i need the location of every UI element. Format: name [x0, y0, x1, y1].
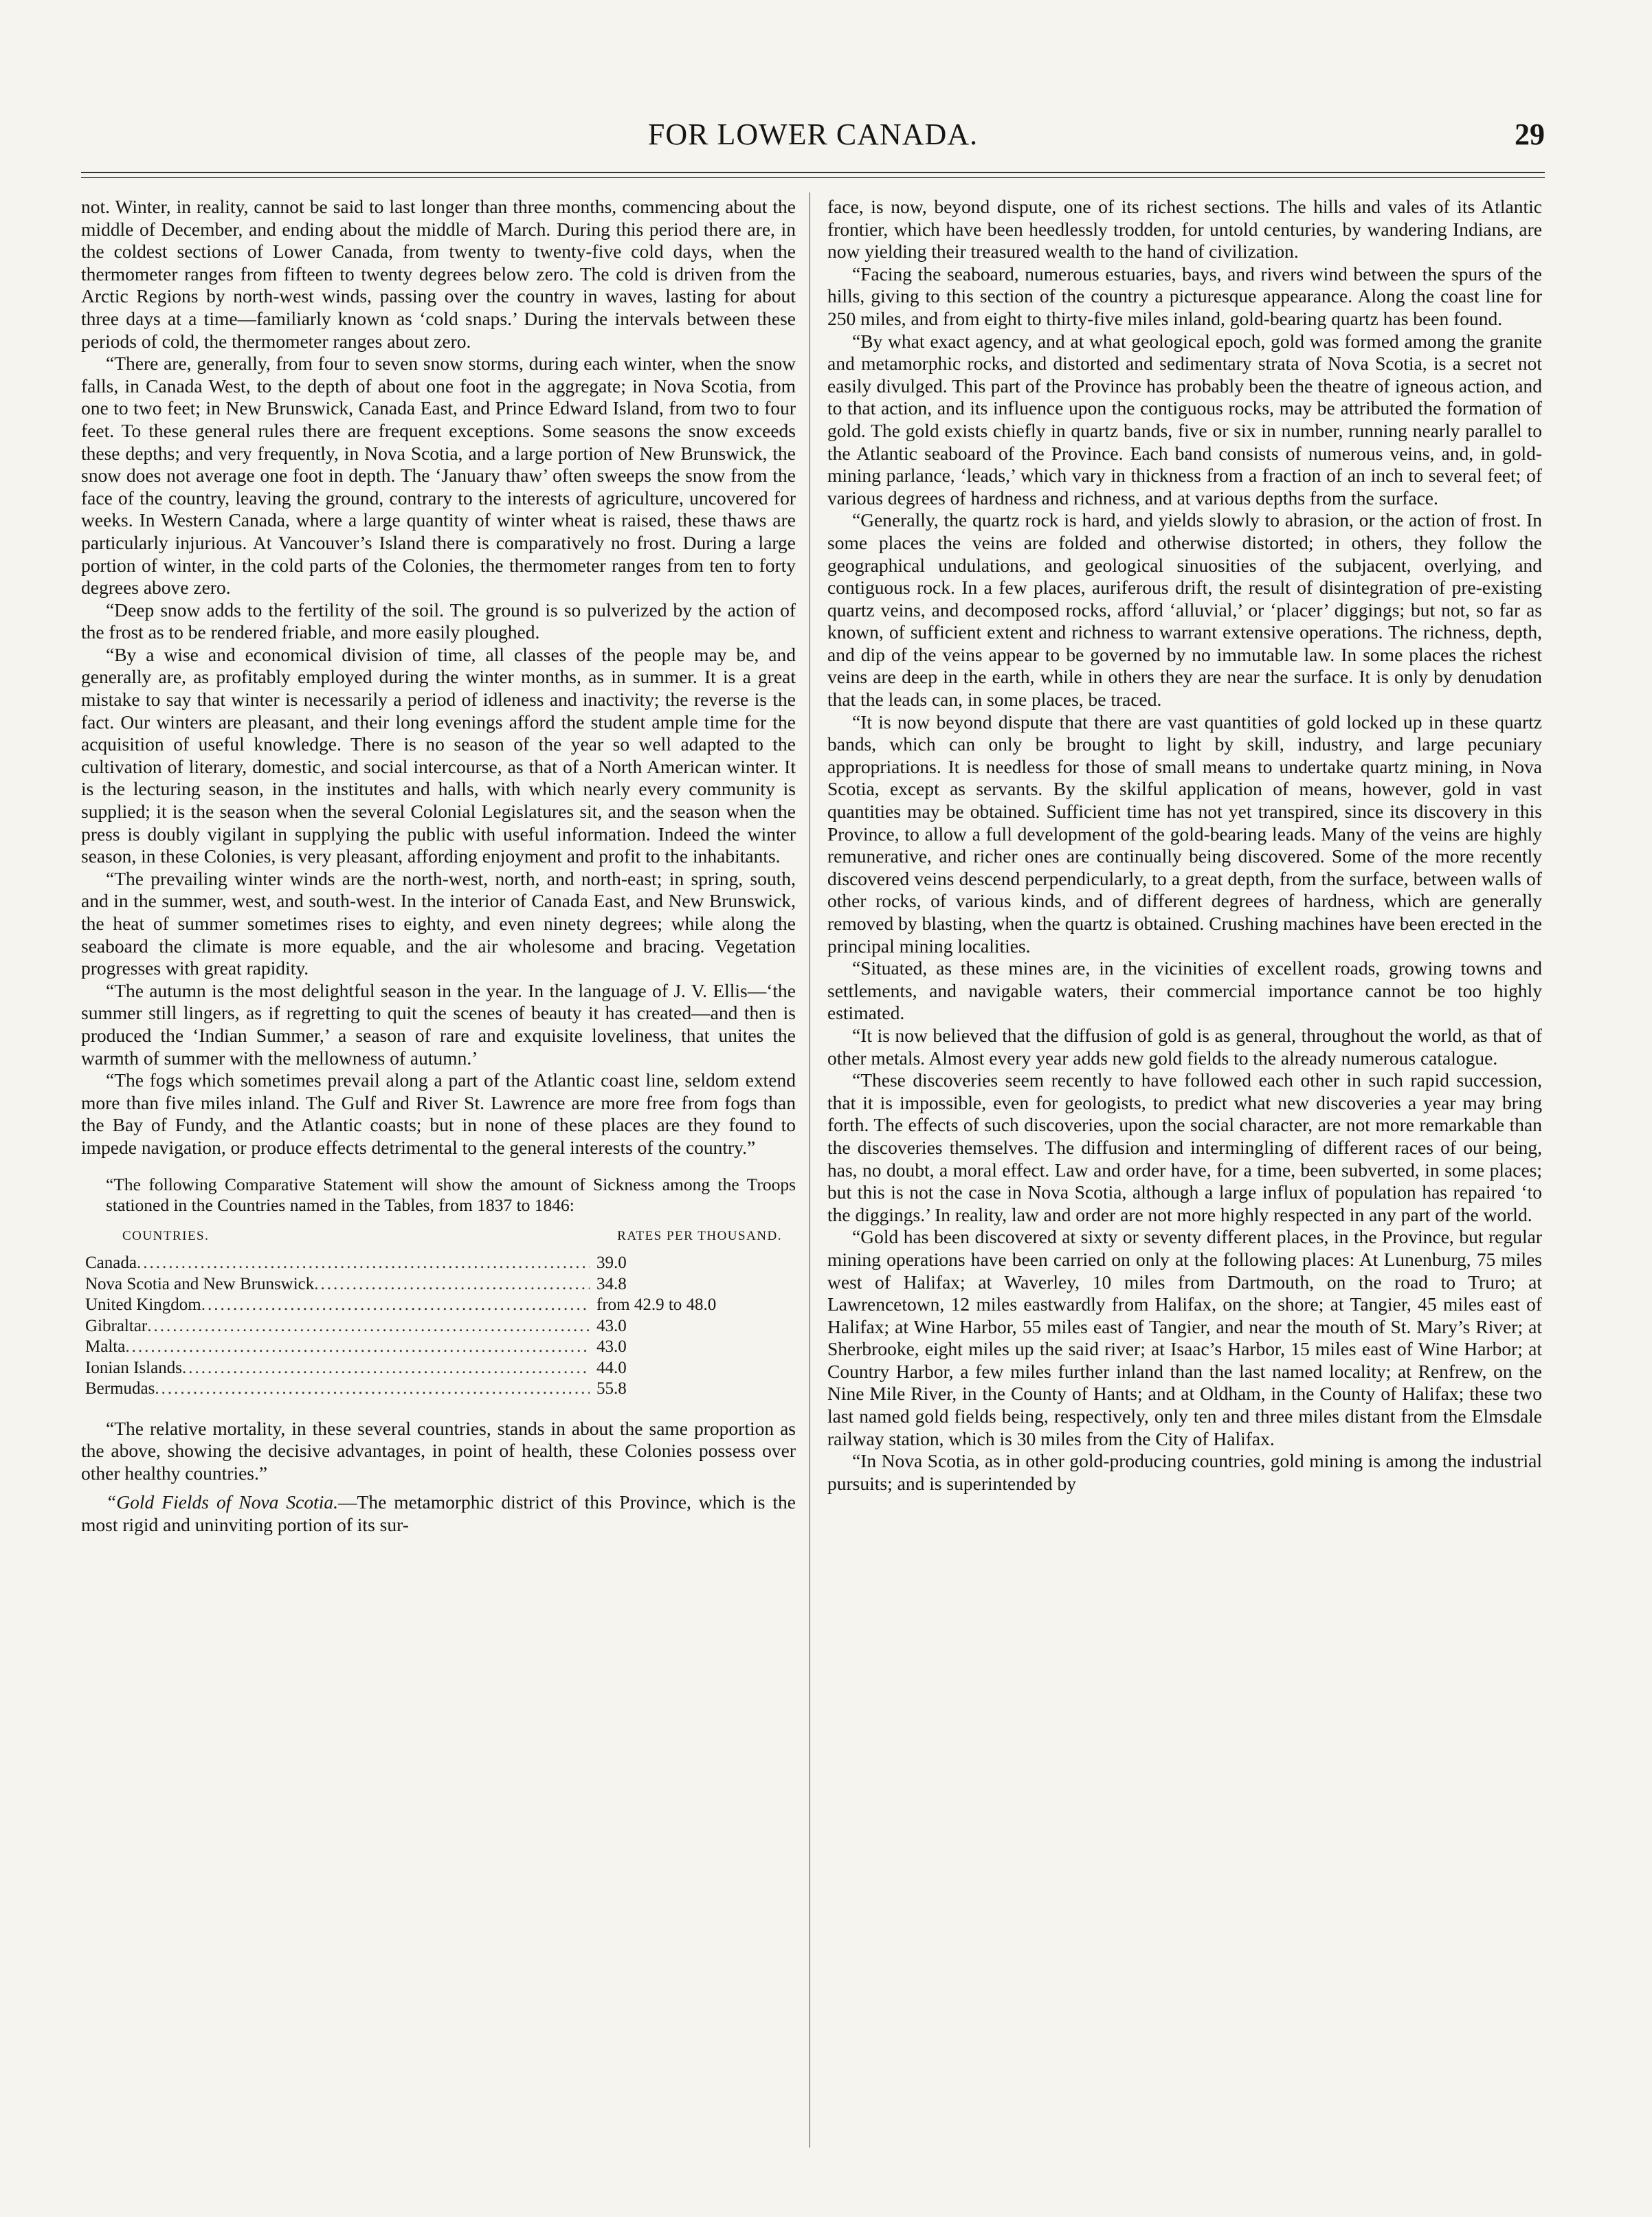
table-country: Gibraltar [85, 1316, 148, 1335]
table-rate: 44.0 [596, 1358, 627, 1377]
page-number: 29 [1515, 118, 1545, 151]
running-head: FOR LOWER CANADA. [647, 118, 979, 151]
table-row [85, 1274, 755, 1295]
table-country: Ionian Islands [85, 1358, 182, 1377]
right-column [827, 196, 1542, 2148]
leader-dots [125, 1337, 590, 1358]
paragraph: “The relative mortality, in these several countries, stands in about the same proportion as the above, showing the decisive advantages, in point of health, these Colonies possess over other healthy countries.” [81, 1417, 796, 1484]
table-country: United Kingdom [85, 1295, 201, 1315]
spacer [81, 1484, 796, 1491]
table-header [122, 1225, 782, 1248]
leader-dots [182, 1358, 590, 1379]
paragraph: “The autumn is the most delightful season in the year. In the language of J. V. Ellis—‘the summer still lingers, as if regretting to quit the scenes of beauty it has created—and then is produced the ‘Indian Summer,’ a season of rare and exquisite loveliness, that unites the warmth of summer with the mellowness of autumn.’ [81, 979, 796, 1069]
paragraph: “Deep snow adds to the fertility of the soil. The ground is so pulverized by the action of the frost as to be rendered friable, and more easily ploughed. [81, 599, 796, 643]
leader-dots [201, 1295, 590, 1316]
table-header-rates: RATES PER THOUSAND. [617, 1228, 782, 1243]
sickness-table [85, 1253, 755, 1400]
paragraph: “These discoveries seem recently to have followed each other in such rapid succession, that it is impossible, even for geologists, to predict what new discoveries a year may bring forth. The effects of such discoveries, upon the social character, are not more remarkable than the discoveries themselves. The diffusion and intermingling of different races of our being, has, no doubt, a moral effect. Law and order have, for a time, been subverted, in some places; but this is not the case in Nova Scotia, although a large influx of population has repaired ‘to the diggings.’ In reality, law and order are not more highly respected in any part of the world. [827, 1069, 1542, 1225]
paragraph: “The fogs which sometimes prevail along a part of the Atlantic coast line, seldom extend more than five miles inland. The Gulf and River St. Lawrence are more free from fogs than the Bay of Fundy, and the Atlantic coasts; but in none of these places are they found to impede navigation, or produce effects detrimental to the general interests of the country.” [81, 1069, 796, 1158]
paragraph: “Gold has been discovered at sixty or seventy different places, in the Province, but regular mining operations have been carried on only at the following places: At Lunenburg, 75 miles west of Halifax; at Waverley, 10 miles from Dartmouth, on the road to Truro; at Lawrencetown, 12 miles eastwardly from Halifax, on the shore; at Tangier, 45 miles east of Halifax; at Wine Harbor, 55 miles east of Tangier, and near the mouth of St. Mary’s River; at Sherbrooke, eight miles up the said river; at Isaac’s Harbor, 15 miles east of Wine Harbor; at Country Harbor, a few miles further inland than the last named locality; at Renfrew, on the Nine Mile River, in the County of Hants; and at Oldham, in the County of Halifax; these two last named gold fields being, respectively, only ten and three miles distant from the Elmsdale railway station, which is 30 miles from the City of Halifax. [827, 1226, 1542, 1449]
paragraph: “Situated, as these mines are, in the vicinities of excellent roads, growing towns and settlements, and navigable waters, their commercial importance cannot be too highly estimated. [827, 957, 1542, 1024]
table-row [85, 1295, 755, 1316]
section-heading: “Gold Fields of Nova Scotia. [106, 1491, 339, 1513]
header-rule [81, 172, 1545, 173]
paragraph: “Facing the seaboard, numerous estuaries, bays, and rivers wind between the spurs of the hills, giving to this section of the country a picturesque appearance. Along the coast line for 250 miles, and from eight to thirty-five miles inland, gold-bearing quartz has been found. [827, 263, 1542, 329]
table-row [85, 1337, 755, 1358]
leader-dots [155, 1379, 590, 1400]
paragraph: “It is now believed that the diffusion of gold is as general, throughout the world, as that of other metals. Almost every year adds new gold fields to the already numerous catalogue. [827, 1024, 1542, 1069]
table-country: Bermudas [85, 1379, 155, 1399]
section-start [81, 1491, 796, 1536]
table-rate: 39.0 [596, 1254, 627, 1273]
paragraph: not. Winter, in reality, cannot be said to last longer than three months, commencing about the middle of December, and ending about the middle of March. During this period there are, in the coldest sections of Lower Canada, from twenty to twenty-five cold days, when the thermometer ranges from fifteen to twenty degrees below zero. The cold is driven from the Arctic Regions by north-west winds, passing over the country in waves, lasting for about three days at a time—familiarly known as ‘cold snaps.’ During the intervals between these periods of cold, the thermometer ranges about zero. [81, 196, 796, 352]
paragraph: “There are, generally, from four to seven snow storms, during each winter, when the snow falls, in Canada West, to the depth of about one foot in the aggregate; in Nova Scotia, from one to two feet; in New Brunswick, Canada East, and Prince Edward Island, from two to four feet. To these general rules there are frequent exceptions. Some seasons the snow exceeds these depths; and very frequently, in Nova Scotia, and a large portion of New Brunswick, the snow does not average one foot in depth. The ‘January thaw’ often sweeps the snow from the face of the country, leaving the ground, contrary to the interests of agriculture, uncovered for weeks. In Western Canada, where a large quantity of winter wheat is raised, these thaws are particularly injurious. At Vancouver’s Island there is comparatively no frost. During a large portion of winter, in the cold parts of the Colonies, the thermometer ranges from ten to forty degrees above zero. [81, 353, 796, 599]
table-rate: from 42.9 to 48.0 [596, 1295, 717, 1315]
table-rate: 43.0 [596, 1316, 627, 1335]
paragraph: “Generally, the quartz rock is hard, and yields slowly to abrasion, or the action of frost. In some places the veins are folded and otherwise distorted; in others, they follow the geographical undulations, and geological sinuosities of the subjacent, overlying, and contiguous rock. In a few places, auriferous drift, the result of disintegration of pre-existing quartz veins, and decomposed rocks, afford ‘alluvial,’ or ‘placer’ diggings; but not, so far as known, of sufficient extent and richness to warrant extensive operations. The richness, depth, and dip of the veins appear to be governed by no immutable law. In some places the richest veins are deep in the earth, while in others they are near the surface. It is only by denudation that the leads can, in some places, be traced. [827, 509, 1542, 711]
paragraph: “By a wise and economical division of time, all classes of the people may be, and generally are, as profitably employed during the winter months, as in summer. It is a great mistake to say that winter is necessarily a period of idleness and inactivity; the reverse is the fact. Our winters are pleasant, and their long evenings afford the student ample time for the acquisition of useful knowledge. There is no season of the year so well adapted to the cultivation of literary, domestic, and social intercourse, as that of a North American winter. It is the lecturing season, in the institutes and halls, with which nearly every community is supplied; it is the season when the several Colonial Legislatures sit, and the season when the press is doubly vigilant in supplying the public with useful information. Indeed the winter season, in these Colonies, is very pleasant, affording enjoyment and profit to the inhabitants. [81, 643, 796, 867]
paragraph: face, is now, beyond dispute, one of its richest sections. The hills and vales of its Atlantic frontier, which have been heedlessly trodden, for untold centuries, by wandering Indians, are now yielding their treasured wealth to the hand of civilization. [827, 196, 1542, 263]
table-country: Nova Scotia and New Brunswick [85, 1274, 315, 1293]
section-text: —The metamorphic district of this Province, which is the most rigid and uninviting portion of its sur- [81, 1491, 796, 1535]
paragraph: “It is now beyond dispute that there are vast quantities of gold locked up in these quartz bands, which can only be brought to light by skill, industry, and large pecuniary appropriations. It is needless for those of small means to undertake quartz mining, in Nova Scotia, except as servants. By the skilful application of means, however, gold in vast quantities may be obtained. Sufficient time has not yet transpired, since its discovery in this Province, to allow a full development of the gold-bearing leads. Many of the veins are highly remunerative, and richer ones are continually being discovered. Some of the more recently discovered veins descend perpendicularly, to a great depth, from the surface, between walls of other rocks, of various kinds, and of different degrees of hardness, which are generally removed by blasting, when the quartz is obtained. Crushing machines have been erected in the principal mining localities. [827, 711, 1542, 957]
paragraph: “By what exact agency, and at what geological epoch, gold was formed among the granite and metamorphic rocks, and distorted and sedimentary strata of Nova Scotia, is a secret not easily divulged. This part of the Province has probably been the theatre of igneous action, and to that action, and its influence upon the contiguous rocks, may be attributed the formation of gold. The gold exists chiefly in quartz bands, five or six in number, running nearly parallel to the Atlantic seaboard of the Province. Each band consists of numerous veins, and, in gold-mining parlance, ‘leads,’ which vary in thickness from a fraction of an inch to several feet; of various degrees of hardness and richness, and at various depths from the surface. [827, 330, 1542, 509]
page [81, 103, 1545, 2151]
table-country: Canada [85, 1254, 137, 1273]
left-column [81, 196, 796, 2148]
table-row [85, 1316, 755, 1337]
page-header [81, 117, 1545, 158]
paragraph: “In Nova Scotia, as in other gold-producing countries, gold mining is among the industrial pursuits; and is superintended by [827, 1450, 1542, 1494]
table-rate: 43.0 [596, 1337, 627, 1357]
table-row [85, 1253, 755, 1274]
table-country: Malta [85, 1337, 126, 1357]
table-row [85, 1379, 755, 1400]
table-header-countries: COUNTRIES. [122, 1228, 210, 1243]
leader-dots [147, 1316, 590, 1337]
header-rule-thin [81, 177, 1545, 178]
paragraph: “The prevailing winter winds are the north-west, north, and north-east; in spring, south, and in the summer, west, and south-west. In the interior of Canada East, and New Brunswick, the heat of summer sometimes rises to eighty, and even ninety degrees; while along the seaboard the climate is more equable, and the air wholesome and bracing. Vegetation progresses with great rapidity. [81, 867, 796, 979]
table-intro: “The following Comparative Statement will show the amount of Sickness among the Troops stationed in the Countries named in the Tables, from 1837 to 1846: [106, 1174, 796, 1215]
table-row [85, 1358, 755, 1379]
table-rate: 34.8 [596, 1274, 627, 1293]
leader-dots [137, 1253, 590, 1274]
leader-dots [314, 1274, 590, 1295]
table-rate: 55.8 [596, 1379, 627, 1399]
